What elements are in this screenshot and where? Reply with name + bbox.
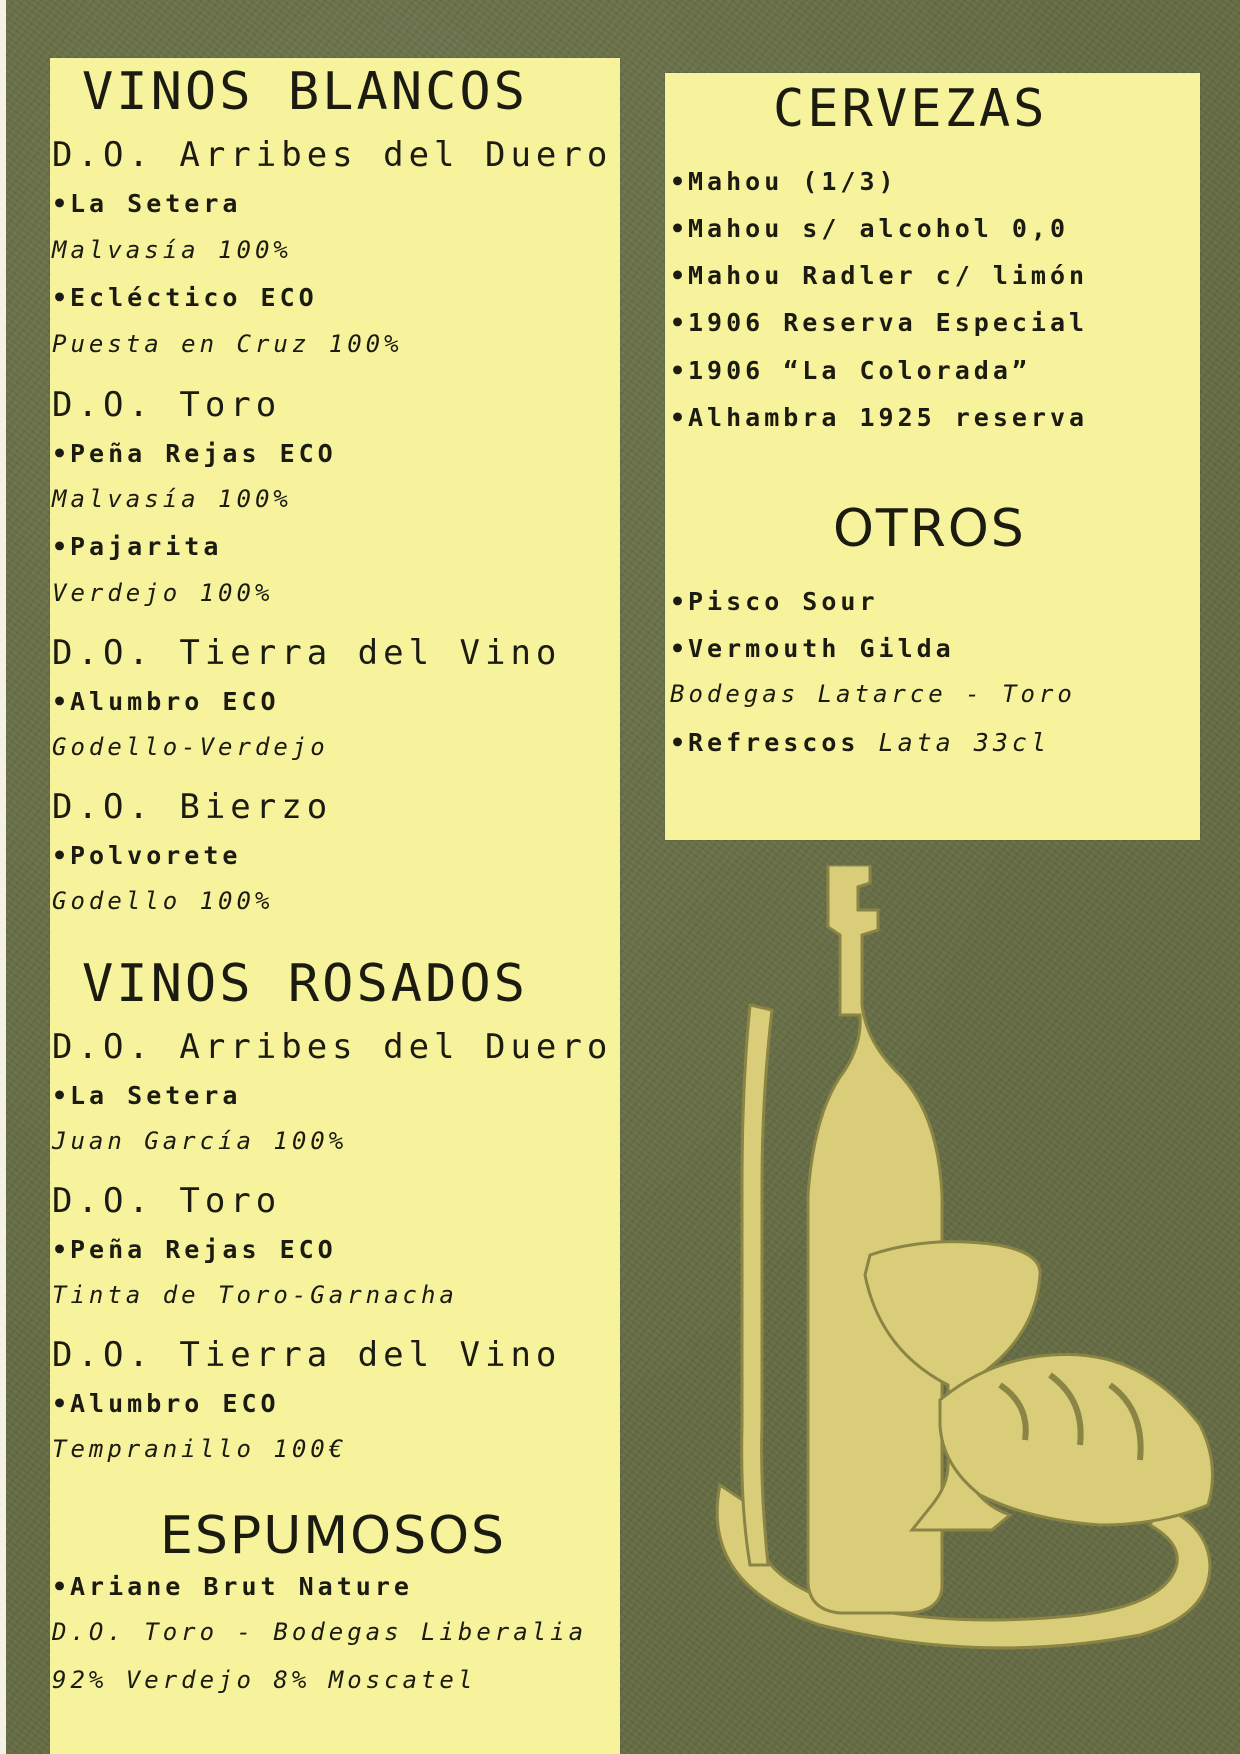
wine-name: Alumbro ECO [70,687,280,716]
wine-grape: Tinta de Toro-Garnacha [52,1281,458,1309]
section-title-espumosos: ESPUMOSOS [160,1506,507,1566]
bullet-icon: • [670,587,690,616]
wine-origin: D.O. Toro - Bodegas Liberalia [52,1618,588,1646]
region-heading: D.O. Arribes del Duero [52,1027,613,1067]
otros-item [670,730,1050,755]
wine-name: La Setera [70,189,242,218]
wine-grape: Malvasía 100% [52,236,292,264]
wine-grape: Malvasía 100% [52,485,292,513]
region-heading: D.O. Arribes del Duero [52,135,613,175]
bullet-icon: • [52,841,72,870]
bullet-icon: • [52,1235,72,1264]
bullet-icon: • [52,439,72,468]
otros-item [670,636,955,661]
wine-name: Pajarita [70,532,223,561]
beer-name: Mahou Radler c/ limón [688,261,1089,290]
beer-item [670,216,1069,241]
wine-grape: Puesta en Cruz 100% [52,330,403,358]
bullet-icon: • [670,214,690,243]
beer-name: 1906 Reserva Especial [688,308,1089,337]
bullet-icon: • [670,403,690,432]
bullet-icon: • [670,308,690,337]
beer-item [670,358,1031,383]
section-title-vinos-rosados: VINOS ROSADOS [82,954,528,1014]
section-title-cervezas: CERVEZAS [773,79,1048,139]
wine-item [52,285,318,310]
bullet-icon: • [52,1389,72,1418]
bullet-icon: • [670,356,690,385]
bullet-icon: • [52,532,72,561]
beer-item [670,263,1088,288]
wine-item [52,441,337,466]
beer-item [670,310,1088,335]
wine-item [52,1083,241,1108]
bottle-shape [808,865,942,1613]
wine-list-panel [50,58,620,1754]
bullet-icon: • [52,1572,72,1601]
beer-item [670,405,1088,430]
bullet-icon: • [670,261,690,290]
wine-item [52,843,241,868]
otros-origin: Bodegas Latarce - Toro [670,680,1076,708]
region-heading: D.O. Toro [52,385,282,425]
wine-name: Alumbro ECO [70,1389,280,1418]
bullet-icon: • [670,167,690,196]
otros-name: Vermouth Gilda [688,634,955,663]
region-heading: D.O. Tierra del Vino [52,1335,562,1375]
wine-name: Polvorete [70,841,242,870]
wine-grape: Godello 100% [52,887,274,915]
wine-name: Peña Rejas ECO [70,439,337,468]
beer-item [670,169,898,194]
section-title-vinos-blancos: VINOS BLANCOS [82,62,528,122]
wine-item [52,1237,337,1262]
wine-grape: Verdejo 100% [52,579,274,607]
beer-name: Mahou (1/3) [688,167,898,196]
wine-item [52,191,241,216]
bullet-icon: • [52,189,72,218]
bullet-icon: • [52,283,72,312]
bullet-icon: • [670,634,690,663]
wine-grape: 92% Verdejo 8% Moscatel [52,1666,477,1694]
wine-item [52,534,222,559]
section-title-otros: OTROS [833,499,1026,559]
otros-name: Refrescos [688,728,860,757]
page-edge [0,0,6,1754]
beer-name: Mahou s/ alcohol 0,0 [688,214,1070,243]
stripe-shape [742,1005,772,1565]
bullet-icon: • [670,728,690,757]
wine-item [52,1574,413,1599]
beer-name: Alhambra 1925 reserva [688,403,1089,432]
wine-name: La Setera [70,1081,242,1110]
drinks-panel [665,73,1200,840]
wine-name: Ariane Brut Nature [70,1572,413,1601]
otros-name: Pisco Sour [688,587,879,616]
beer-name: 1906 “La Colorada” [688,356,1031,385]
wine-bottle-and-glass-icon [680,865,1240,1754]
bullet-icon: • [52,1081,72,1110]
wine-name: Peña Rejas ECO [70,1235,337,1264]
otros-item [670,589,879,614]
region-heading: D.O. Tierra del Vino [52,633,562,673]
wine-name: Ecléctico ECO [70,283,318,312]
wine-item [52,689,280,714]
wine-grape: Juan García 100% [52,1127,348,1155]
wine-grape: Godello-Verdejo [52,733,329,761]
wine-item [52,1391,280,1416]
bullet-icon: • [52,687,72,716]
region-heading: D.O. Toro [52,1181,282,1221]
wine-grape: Tempranillo 100€ [52,1435,348,1463]
region-heading: D.O. Bierzo [52,787,333,827]
otros-size: Lata 33cl [878,728,1050,757]
